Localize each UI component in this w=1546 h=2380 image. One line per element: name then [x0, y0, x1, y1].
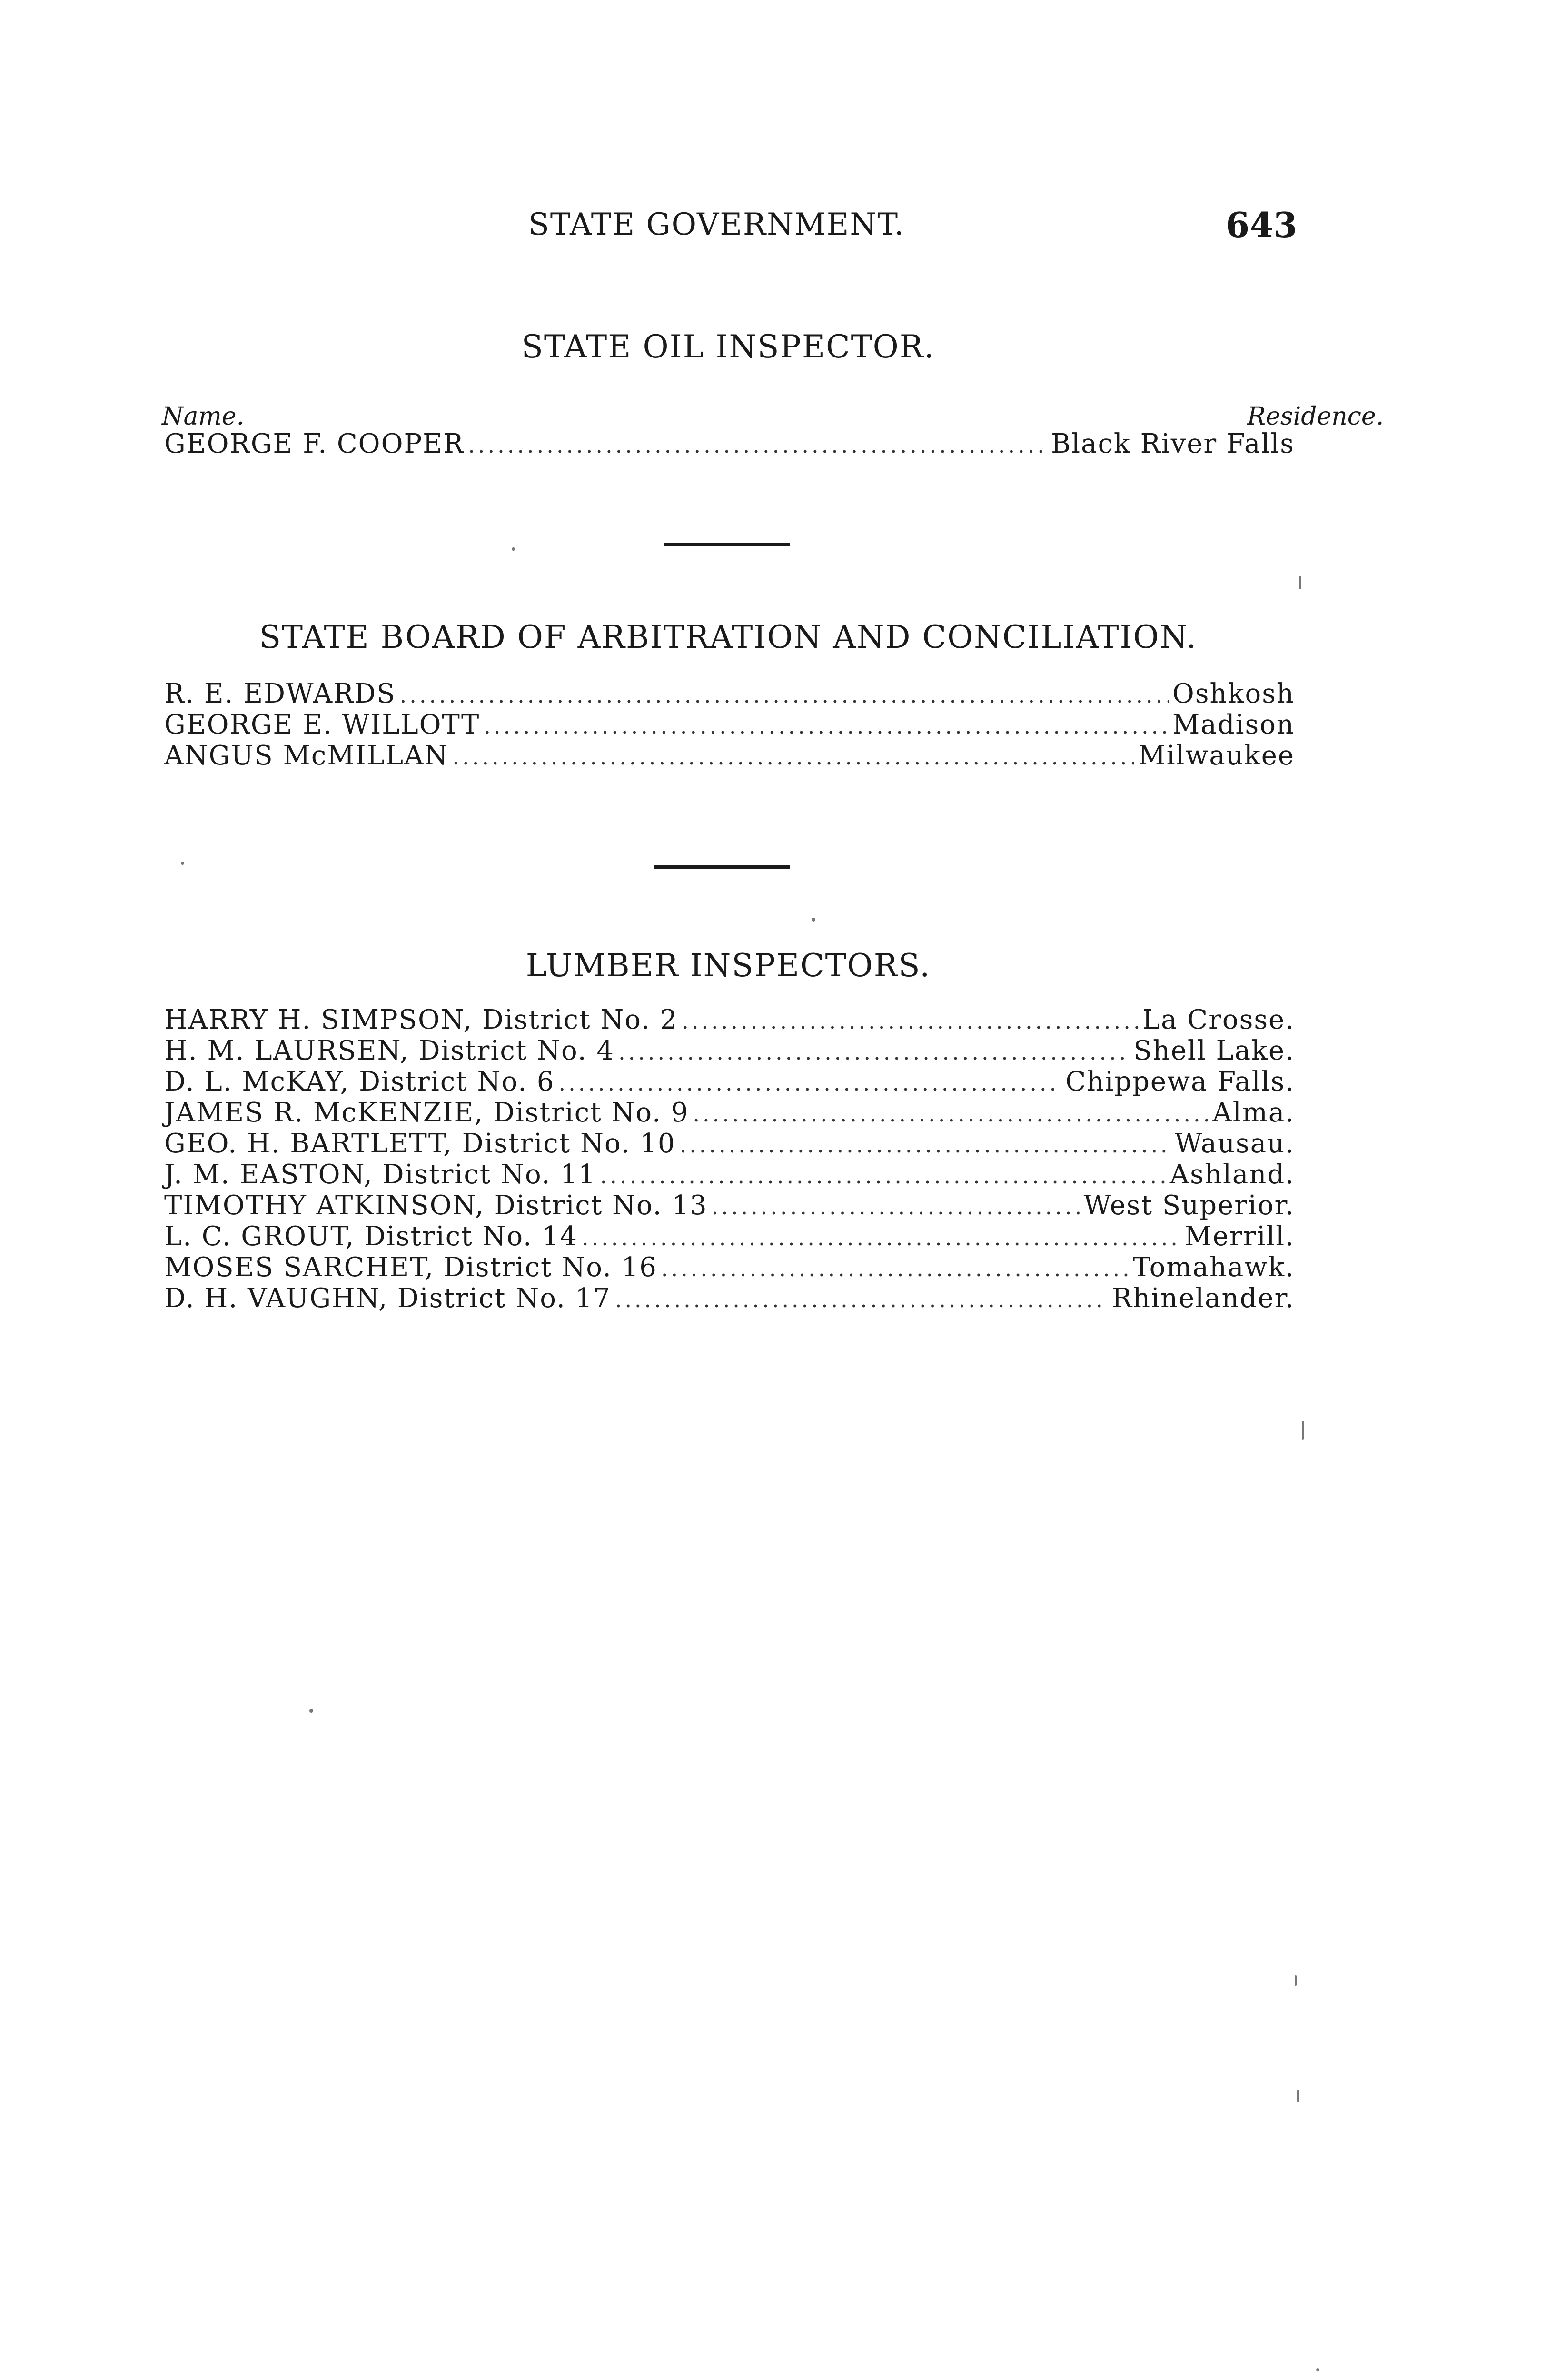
entry-residence: Black River Falls: [1051, 428, 1295, 459]
list-item: [164, 1097, 1295, 1128]
dot-leader: [400, 682, 1169, 708]
dot-leader: [582, 1225, 1180, 1250]
entry-name: H. M. LAURSEN, District No. 4: [164, 1035, 614, 1066]
dot-leader: [453, 744, 1135, 770]
dot-leader: [680, 1132, 1171, 1158]
column-header-residence: Residence.: [1247, 402, 1384, 431]
entry-residence: Chippewa Falls.: [1065, 1066, 1295, 1097]
section-divider: [654, 865, 790, 869]
lumber-inspectors-list: [164, 1004, 1295, 1314]
entry-residence: Ashland.: [1169, 1159, 1295, 1190]
scan-speck: [1299, 576, 1301, 589]
scan-speck: [181, 862, 184, 865]
running-head: STATE GOVERNMENT.: [528, 207, 905, 242]
entry-name: R. E. EDWARDS: [164, 678, 396, 709]
section-title-arbitration-board: STATE BOARD OF ARBITRATION AND CONCILIATION.: [259, 619, 1198, 655]
dot-leader: [661, 1256, 1129, 1281]
list-item: [164, 1035, 1295, 1066]
section-title-oil-inspector: STATE OIL INSPECTOR.: [521, 328, 935, 365]
entry-residence: Merrill.: [1184, 1221, 1295, 1252]
entry-name: GEO. H. BARTLETT, District No. 10: [164, 1128, 676, 1159]
entry-residence: Milwaukee: [1138, 740, 1295, 771]
list-item: [164, 1252, 1295, 1283]
entry-residence: Tomahawk.: [1132, 1252, 1295, 1283]
scan-speck: [1316, 2368, 1319, 2371]
dot-leader: [693, 1101, 1209, 1127]
entry-name: D. L. McKAY, District No. 6: [164, 1066, 555, 1097]
dot-leader: [484, 713, 1169, 739]
list-item: [164, 740, 1295, 771]
entry-name: TIMOTHY ATKINSON, District No. 13: [164, 1190, 708, 1221]
entry-residence: Alma.: [1212, 1097, 1295, 1128]
dot-leader: [558, 1070, 1061, 1096]
entry-residence: Oshkosh: [1172, 678, 1295, 709]
scan-speck: [1297, 2090, 1299, 2102]
entry-residence: Wausau.: [1174, 1128, 1295, 1159]
dot-leader: [712, 1194, 1080, 1220]
list-item: [164, 709, 1295, 740]
arbitration-board-list: [164, 678, 1295, 771]
dot-leader: [615, 1287, 1108, 1312]
list-item: [164, 1159, 1295, 1190]
entry-residence: Shell Lake.: [1133, 1035, 1295, 1066]
entry-residence: West Superior.: [1083, 1190, 1295, 1221]
list-item: [164, 1128, 1295, 1159]
dot-leader: [618, 1039, 1130, 1065]
dot-leader: [468, 432, 1047, 458]
scan-speck: [309, 1709, 313, 1713]
entry-name: L. C. GROUT, District No. 14: [164, 1221, 578, 1252]
list-item: [164, 678, 1295, 709]
dot-leader: [682, 1008, 1139, 1034]
scan-speck: [1295, 1975, 1297, 1986]
list-item: [164, 1004, 1295, 1035]
entry-residence: La Crosse.: [1142, 1004, 1295, 1035]
list-item: [164, 428, 1295, 459]
entry-name: J. M. EASTON, District No. 11: [164, 1159, 596, 1190]
list-item: [164, 1221, 1295, 1252]
entry-name: GEORGE F. COOPER: [164, 428, 465, 459]
scan-speck: [1302, 1421, 1304, 1440]
entry-name: GEORGE E. WILLOTT: [164, 709, 480, 740]
entry-name: JAMES R. McKENZIE, District No. 9: [164, 1097, 689, 1128]
list-item: [164, 1190, 1295, 1221]
entry-name: ANGUS McMILLAN: [164, 740, 449, 771]
section-divider: [664, 543, 790, 546]
entry-residence: Rhinelander.: [1111, 1283, 1295, 1314]
page-number: 643: [1226, 205, 1298, 245]
entry-name: MOSES SARCHET, District No. 16: [164, 1252, 657, 1283]
oil-inspector-list: [164, 428, 1295, 459]
entry-name: HARRY H. SIMPSON, District No. 2: [164, 1004, 678, 1035]
entry-name: D. H. VAUGHN, District No. 17: [164, 1283, 611, 1314]
scan-speck: [512, 547, 515, 551]
column-header-name: Name.: [162, 402, 245, 431]
list-item: [164, 1066, 1295, 1097]
dot-leader: [600, 1163, 1166, 1189]
section-title-lumber-inspectors: LUMBER INSPECTORS.: [525, 947, 931, 984]
entry-residence: Madison: [1172, 709, 1295, 740]
list-item: [164, 1283, 1295, 1314]
scan-speck: [812, 918, 815, 922]
